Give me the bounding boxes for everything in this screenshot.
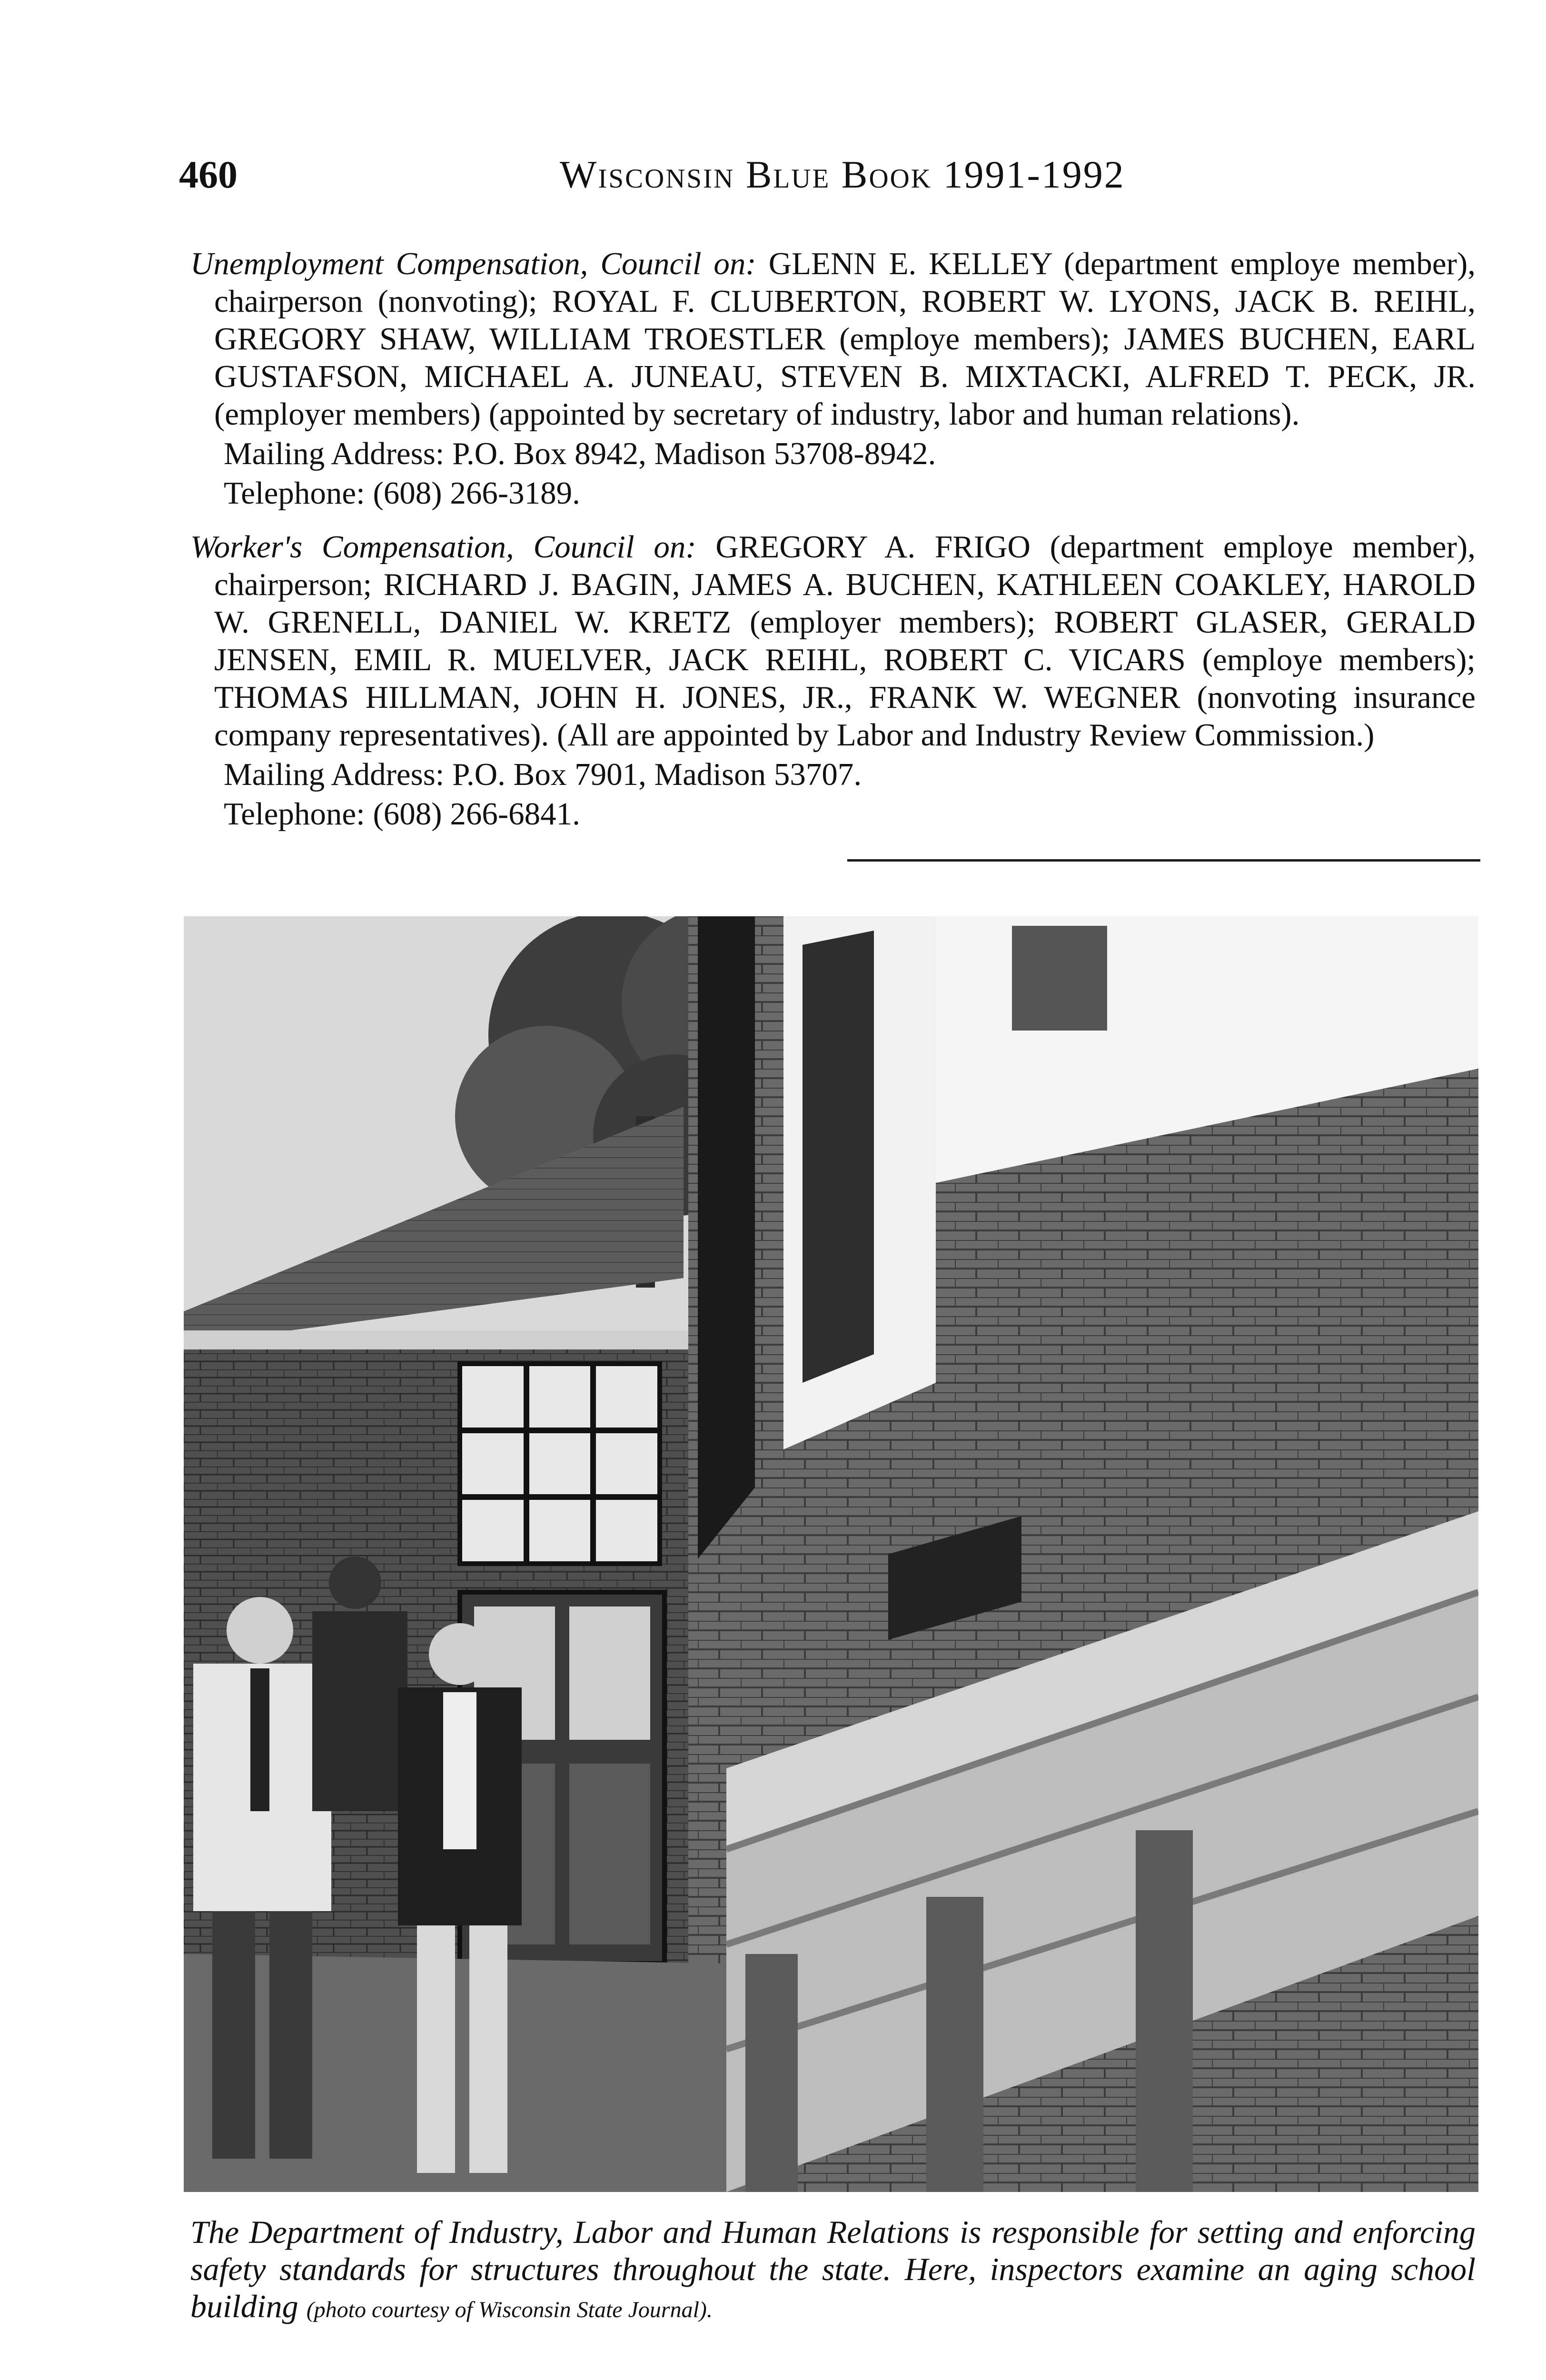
page-header [179,143,1478,219]
council-members: GLENN E. KELLEY (department employe member), chairperson (nonvoting); ROYAL F. CLUBERTON, ROBERT W. LYONS, JACK B. REIHL, GREGORY SHAW, WILLIAM TROESTLER (employe members); JAMES BUCHEN, EARL GUSTAFSON, MICHAEL A. JUNEAU, STEVEN B. MIXTACKI, ALFRED T. PECK, JR. (employer members) (appointed by secretary of industry, labor and human relations). [214,246,1476,432]
running-title: Wisconsin Blue Book 1991-1992 [560,153,1125,196]
school-building-photo [184,916,1478,2192]
caption-text: The Department of Industry, Labor and Human Relations is responsible for setting and enforcing safety standards for structures throughout the state. Here, inspectors examine an aging school building [190,2214,1476,2324]
section-divider [847,859,1480,862]
upper-window-illustration [460,1364,660,1564]
telephone: Telephone: (608) 266-3189. [224,476,580,511]
photo-caption [190,2213,1476,2329]
council-label: Worker's Compensation, Council on: [190,529,696,565]
entry-body [190,528,1476,754]
photo-credit: (photo courtesy of Wisconsin State Journal). [306,2297,713,2322]
mailing-address: Mailing Address: P.O. Box 7901, Madison 53707. [224,757,862,792]
council-entry-unemployment [190,245,1476,512]
page-number: 460 [179,153,238,196]
entry-body [190,245,1476,433]
council-members: GREGORY A. FRIGO (department employe member), chairperson; RICHARD J. BAGIN, JAMES A. BUCHEN, KATHLEEN COAKLEY, HAROLD W. GRENELL, DANIEL W. KRETZ (employer members); ROBERT GLASER, GERALD JENSEN, EMIL R. MUELVER, JACK REIHL, ROBERT C. VICARS (employe members); THOMAS HILLMAN, JOHN H. JONES, JR., FRANK W. WEGNER (nonvoting insurance company representatives). (All are appointed by Labor and Industry Review Commission.) [214,529,1476,753]
photo-illustration [184,916,1478,2192]
telephone: Telephone: (608) 266-6841. [224,796,580,832]
council-entry-workers [190,528,1476,833]
council-label: Unemployment Compensation, Council on: [190,246,756,281]
mailing-address: Mailing Address: P.O. Box 8942, Madison 53708-8942. [224,436,936,471]
